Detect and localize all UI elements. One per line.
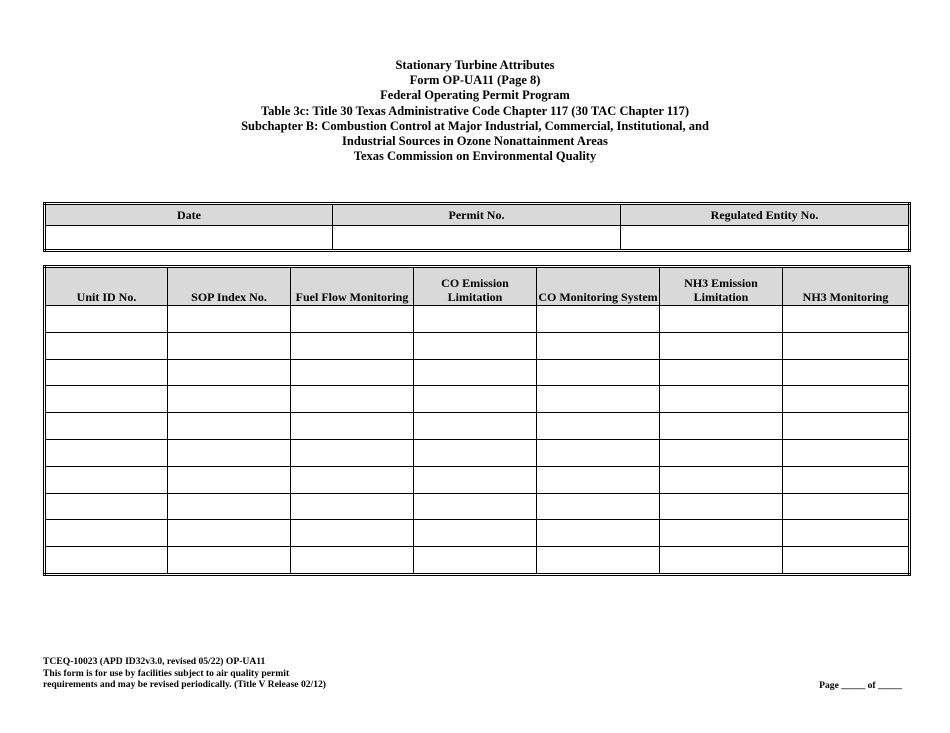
fuel-flow-monitoring-cell[interactable] [291, 493, 414, 520]
unit-id-cell[interactable] [45, 547, 168, 575]
regulated-entity-no-header: Regulated Entity No. [621, 204, 910, 226]
unit-id-header: Unit ID No. [45, 267, 168, 306]
regulated-entity-no-field[interactable] [621, 226, 910, 251]
co-monitoring-system-header: CO Monitoring System [537, 267, 660, 306]
sop-index-cell[interactable] [168, 386, 291, 413]
nh3-monitoring-cell[interactable] [783, 547, 910, 575]
co-monitoring-system-cell[interactable] [537, 413, 660, 440]
co-monitoring-system-cell[interactable] [537, 439, 660, 466]
unit-id-cell[interactable] [45, 439, 168, 466]
table-row [45, 547, 910, 575]
co-emission-limitation-cell[interactable] [414, 547, 537, 575]
identification-table [43, 202, 911, 252]
agency-name: Texas Commission on Environmental Quality [353, 149, 597, 164]
unit-id-cell[interactable] [45, 413, 168, 440]
co-monitoring-system-cell[interactable] [537, 306, 660, 333]
page-number: Page _____ of _____ [819, 680, 902, 691]
nh3-monitoring-cell[interactable] [783, 493, 910, 520]
co-emission-limitation-cell[interactable] [414, 466, 537, 493]
sop-index-cell[interactable] [168, 493, 291, 520]
nh3-monitoring-cell[interactable] [783, 386, 910, 413]
co-emission-limitation-cell[interactable] [414, 493, 537, 520]
co-monitoring-system-cell[interactable] [537, 359, 660, 386]
co-monitoring-system-cell[interactable] [537, 547, 660, 575]
nh3-emission-limitation-cell[interactable] [660, 386, 783, 413]
unit-id-cell[interactable] [45, 520, 168, 547]
nh3-monitoring-cell[interactable] [783, 306, 910, 333]
form-footer-note [43, 656, 326, 691]
nh3-emission-limitation-cell[interactable] [660, 332, 783, 359]
identification-header-row [45, 204, 910, 226]
sop-index-cell[interactable] [168, 466, 291, 493]
sop-index-cell[interactable] [168, 332, 291, 359]
co-emission-limitation-cell[interactable] [414, 386, 537, 413]
sop-index-cell[interactable] [168, 359, 291, 386]
form-usage-note-line-2: requirements and may be revised periodically. (Title V Release 02/12) [43, 679, 327, 691]
sop-index-header: SOP Index No. [168, 267, 291, 306]
form-title: Stationary Turbine Attributes [395, 58, 555, 72]
form-number: Form OP-UA11 (Page 8) [409, 73, 541, 88]
table-row [45, 493, 910, 520]
co-emission-limitation-header: CO Emission Limitation [414, 267, 537, 306]
co-emission-limitation-cell[interactable] [414, 306, 537, 333]
nh3-monitoring-header: NH3 Monitoring [783, 267, 910, 306]
program-name: Federal Operating Permit Program [380, 88, 570, 103]
fuel-flow-monitoring-cell[interactable] [291, 359, 414, 386]
table-row [45, 359, 910, 386]
fuel-flow-monitoring-cell[interactable] [291, 332, 414, 359]
co-monitoring-system-cell[interactable] [537, 520, 660, 547]
fuel-flow-monitoring-cell[interactable] [291, 547, 414, 575]
nh3-emission-limitation-cell[interactable] [660, 547, 783, 575]
nh3-monitoring-cell[interactable] [783, 439, 910, 466]
nh3-emission-limitation-cell[interactable] [660, 466, 783, 493]
co-emission-limitation-cell[interactable] [414, 439, 537, 466]
fuel-flow-monitoring-cell[interactable] [291, 413, 414, 440]
form-header [0, 58, 950, 164]
subchapter-line-2: Industrial Sources in Ozone Nonattainment Areas [342, 134, 608, 149]
subchapter-line-1: Subchapter B: Combustion Control at Major Industrial, Commercial, Institutional, and [241, 118, 709, 133]
unit-id-cell[interactable] [45, 466, 168, 493]
form-revision-id: TCEQ-10023 (APD ID32v3.0, revised 05/22) OP-UA11 [43, 656, 266, 667]
permit-no-field[interactable] [333, 226, 621, 251]
nh3-emission-limitation-cell[interactable] [660, 493, 783, 520]
table-row [45, 306, 910, 333]
nh3-emission-limitation-cell[interactable] [660, 520, 783, 547]
nh3-monitoring-cell[interactable] [783, 359, 910, 386]
turbine-attributes-table [43, 265, 911, 576]
co-monitoring-system-cell[interactable] [537, 466, 660, 493]
table-row [45, 520, 910, 547]
unit-id-cell[interactable] [45, 306, 168, 333]
unit-id-cell[interactable] [45, 493, 168, 520]
fuel-flow-monitoring-cell[interactable] [291, 466, 414, 493]
nh3-monitoring-cell[interactable] [783, 413, 910, 440]
table-title: Table 3c: Title 30 Texas Administrative Code Chapter 117 (30 TAC Chapter 117) [260, 103, 690, 118]
table-row [45, 413, 910, 440]
table-row [45, 332, 910, 359]
sop-index-cell[interactable] [168, 547, 291, 575]
sop-index-cell[interactable] [168, 439, 291, 466]
co-monitoring-system-cell[interactable] [537, 493, 660, 520]
sop-index-cell[interactable] [168, 413, 291, 440]
co-emission-limitation-cell[interactable] [414, 359, 537, 386]
table-row [45, 439, 910, 466]
fuel-flow-monitoring-cell[interactable] [291, 386, 414, 413]
form-usage-note-line-1: This form is for use by facilities subject to air quality permit [43, 667, 290, 679]
co-monitoring-system-cell[interactable] [537, 386, 660, 413]
co-emission-limitation-cell[interactable] [414, 520, 537, 547]
fuel-flow-monitoring-header: Fuel Flow Monitoring [291, 267, 414, 306]
nh3-monitoring-cell[interactable] [783, 332, 910, 359]
co-emission-limitation-cell[interactable] [414, 332, 537, 359]
fuel-flow-monitoring-cell[interactable] [291, 520, 414, 547]
attributes-body [45, 306, 910, 575]
date-field[interactable] [45, 226, 333, 251]
nh3-monitoring-cell[interactable] [783, 520, 910, 547]
unit-id-cell[interactable] [45, 386, 168, 413]
sop-index-cell[interactable] [168, 520, 291, 547]
identification-input-row [45, 226, 910, 251]
co-emission-limitation-cell[interactable] [414, 413, 537, 440]
nh3-emission-limitation-cell[interactable] [660, 413, 783, 440]
unit-id-cell[interactable] [45, 359, 168, 386]
fuel-flow-monitoring-cell[interactable] [291, 439, 414, 466]
nh3-emission-limitation-cell[interactable] [660, 359, 783, 386]
date-header: Date [45, 204, 333, 226]
unit-id-cell[interactable] [45, 332, 168, 359]
sop-index-cell[interactable] [168, 306, 291, 333]
permit-no-header: Permit No. [333, 204, 621, 226]
attributes-header-row [45, 267, 910, 306]
nh3-emission-limitation-header: NH3 Emission Limitation [660, 267, 783, 306]
fuel-flow-monitoring-cell[interactable] [291, 306, 414, 333]
nh3-emission-limitation-cell[interactable] [660, 306, 783, 333]
co-monitoring-system-cell[interactable] [537, 332, 660, 359]
table-row [45, 386, 910, 413]
table-row [45, 466, 910, 493]
nh3-emission-limitation-cell[interactable] [660, 439, 783, 466]
nh3-monitoring-cell[interactable] [783, 466, 910, 493]
